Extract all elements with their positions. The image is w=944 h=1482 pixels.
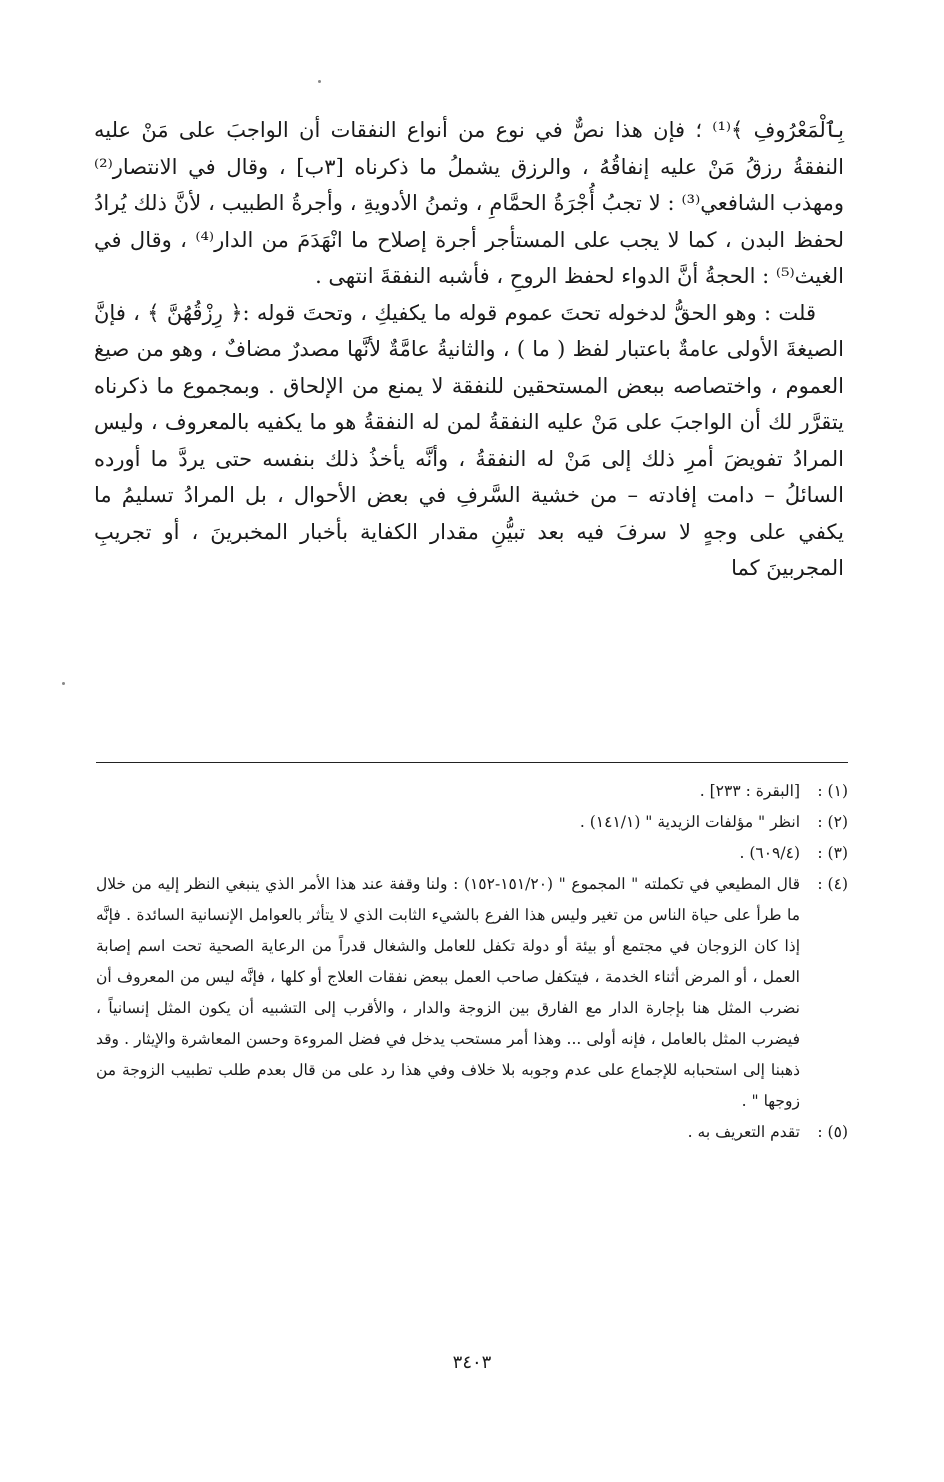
paragraph-2: قلت : وهو الحقُّ لدخوله تحتَ عموم قوله ما يكفيكِ ، وتحتَ قوله :﴿ رِزْقُهُنَّ ﴾ ، فإنَّ الصيغةَ الأولى عامةٌ باعتبار لفظ ( ما ) ، والثانيةُ عامَّةٌ لأنَّها مصدرٌ مضافٌ ، وهو من صيغ العموم ، واختصاصه ببعض المستحقين للنفقة لا يمنع من الإلحاق . وبمجموع ما ذكرناه يتقرَّر لك أن الواجبَ على مَنْ عليه النفقةُ لمن له النفقةُ هو ما يكفيه بالمعروف ، وليس المرادُ تفويضَ أمرِ ذلك إلى مَنْ له النفقةُ ، وأنَّه يأخذُ ذلك بنفسه حتى يردَّ ما أورده السائلُ – دامت إفادته – من خشية السَّرفِ في بعض الأحوال ، بل المرادُ تسليمُ ما يكفي على وجهٍ لا سرفَ فيه بعد تبيُّنِ مقدار الكفاية بأخبار المخبرينَ ، أو تجريبِ المجربينَ كما bbox=[94, 300, 844, 580]
footnote-number: (٤) : bbox=[817, 875, 848, 893]
main-text bbox=[94, 112, 844, 587]
scan-speck bbox=[62, 682, 65, 685]
footnote-text: تقدم التعريف به . bbox=[687, 1123, 800, 1141]
footnote-number: (٢) : bbox=[817, 813, 848, 831]
footnote-text: قال المطيعي في تكملته " المجموع " (١٥١/٢٠-١٥٢) : ولنا وقفة عند هذا الأمر الذي ينبغي النظر إليه من خلال ما طرأ على حياة الناس من تغير وليس هذا الفرع بالشيء الثابت الذي لا يتأثر بالعوامل الإنسانية السائدة . فإنَّه إذا كان الزوجان في مجتمع أو بيئة أو دولة تكفل للعامل والشغال قدراً من الرعاية الصحية تحت اسم إصابة العمل ، أو المرض أثناء الخدمة ، فيتكفل صاحب العمل ببعض نفقات العلاج أو كلها ، فإنَّه ليس من المعروف أن نضرب المثل هنا بإجارة الدار مع الفارق بين الزوجة والدار ، والأقرب إلى التشبيه أن يكون المثل إنسانياً ، فيضرب المثل بالعامل ، فإنه أولى ... وهذا أمر مستحب يدخل في فضل المروءة وحسن المعاشرة والإيثار . وقد ذهبنا إلى استحبابه للإجماع على عدم وجوبه بلا خلاف وفي هذا رد على من قال بعدم طلب تطبيب الزوجة من زوجها " . bbox=[96, 875, 800, 1110]
footnote-separator bbox=[96, 762, 848, 763]
footnote-4 bbox=[96, 869, 848, 1117]
footnote-3 bbox=[96, 838, 848, 869]
footnote-number: (١) : bbox=[817, 782, 848, 800]
scan-speck bbox=[318, 80, 321, 83]
footnote-text: انظر " مؤلفات الزيدية " (١٤١/١) . bbox=[579, 813, 800, 831]
footnotes bbox=[96, 776, 848, 1148]
footnote-text: [البقرة : ٢٣٣] . bbox=[699, 782, 800, 800]
footnote-number: (٣) : bbox=[817, 844, 848, 862]
paragraph-1: بِٱلْمَعْرُوفِ ﴾⁽¹⁾ ؛ فإن هذا نصٌّ في نوع من أنواع النفقات أن الواجبَ على مَنْ عليه النفقةُ رزقُ مَنْ عليه إنفاقُهُ ، والرزق يشملُ ما ذكرناه [٣ب] ، وقال في الانتصار⁽²⁾ ومهذب الشافعي⁽³⁾ : لا تجبُ أُجْرَةُ الحمَّامِ ، وثمنُ الأدويةِ ، وأجرةُ الطبيب ، لأنَّ ذلك يُرادُ لحفظ البدن ، كما لا يجب على المستأجر أجرة إصلاح ما انْهَدَمَ من الدار⁽⁴⁾ ، وقال في الغيث⁽⁵⁾ : الحجةُ أنَّ الدواء لحفظ الروحِ ، فأشبه النفقةَ انتهى . bbox=[94, 118, 845, 288]
footnote-number: (٥) : bbox=[817, 1123, 848, 1141]
footnote-text: (٦٠٩/٤) . bbox=[739, 844, 800, 862]
page-number: ٣٤٠٣ bbox=[452, 1352, 492, 1373]
footnote-1 bbox=[96, 776, 848, 807]
footnote-2 bbox=[96, 807, 848, 838]
footnote-5 bbox=[96, 1117, 848, 1148]
